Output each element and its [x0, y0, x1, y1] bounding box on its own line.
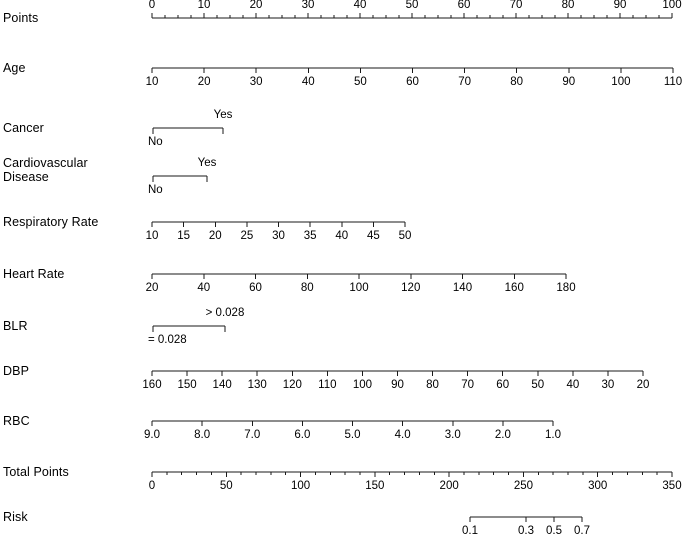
tick-label-points-1: 10 [197, 0, 211, 11]
row-label-line: Points [3, 11, 39, 25]
tick-label-risk-1: 0.3 [518, 525, 534, 537]
tick-label-dbp-14: 20 [636, 379, 650, 391]
tick-label-points-7: 70 [509, 0, 523, 11]
category-label-cancer-0: No [148, 136, 163, 148]
tick-label-dbp-8: 80 [426, 379, 439, 391]
tick-label-risk-0: 0.1 [462, 525, 478, 537]
row-label-respiratory_rate [3, 215, 98, 229]
tick-label-age-0: 10 [145, 76, 159, 88]
category-label-cancer-1: Yes [213, 109, 233, 121]
row-label-age [3, 61, 26, 75]
tick-label-rbc-6: 3.0 [444, 429, 461, 441]
tick-label-heart_rate-3: 80 [300, 282, 314, 294]
row-label-total_points [3, 465, 69, 479]
tick-label-respiratory_rate-8: 50 [398, 230, 412, 242]
category-label-blr-0: = 0.028 [148, 334, 187, 346]
tick-label-rbc-7: 2.0 [494, 429, 511, 441]
tick-label-respiratory_rate-3: 25 [240, 230, 254, 242]
tick-label-dbp-4: 120 [282, 379, 302, 391]
tick-label-age-3: 40 [301, 76, 315, 88]
tick-label-age-4: 50 [353, 76, 367, 88]
tick-label-rbc-3: 6.0 [294, 429, 311, 441]
tick-label-total_points-3: 150 [365, 480, 385, 492]
row-label-line: Respiratory Rate [3, 215, 99, 229]
row-label-line: RBC [3, 414, 30, 428]
tick-label-dbp-2: 140 [212, 379, 232, 391]
tick-label-total_points-0: 0 [148, 480, 156, 492]
tick-label-risk-2: 0.5 [546, 525, 562, 537]
tick-label-dbp-3: 130 [247, 379, 267, 391]
row-label-line: Heart Rate [3, 267, 65, 281]
row-label-line: Age [3, 61, 26, 75]
tick-label-heart_rate-7: 160 [504, 282, 524, 294]
tick-label-heart_rate-6: 140 [452, 282, 473, 294]
tick-label-total_points-5: 250 [513, 480, 534, 492]
tick-label-respiratory_rate-1: 15 [177, 230, 191, 242]
tick-label-total_points-6: 300 [588, 480, 608, 492]
tick-label-dbp-6: 100 [352, 379, 373, 391]
tick-label-age-10: 110 [663, 76, 683, 88]
tick-label-dbp-7: 90 [391, 379, 404, 391]
tick-label-rbc-2: 7.0 [244, 429, 261, 441]
tick-label-dbp-5: 110 [318, 379, 337, 391]
row-label-line: BLR [3, 319, 28, 333]
tick-label-respiratory_rate-0: 10 [145, 230, 159, 242]
tick-label-points-10: 100 [662, 0, 682, 11]
row-label-line: Cancer [3, 121, 44, 135]
tick-label-points-4: 40 [353, 0, 367, 11]
tick-label-points-0: 0 [148, 0, 156, 11]
row-label-cancer [3, 121, 44, 135]
tick-label-points-2: 20 [249, 0, 263, 11]
tick-label-rbc-8: 1.0 [545, 429, 561, 441]
tick-label-points-9: 90 [613, 0, 627, 11]
tick-label-age-5: 60 [406, 76, 419, 88]
tick-label-dbp-10: 60 [496, 379, 510, 391]
row-label-risk [3, 510, 28, 524]
tick-label-rbc-5: 4.0 [394, 429, 411, 441]
tick-label-dbp-11: 50 [531, 379, 545, 391]
tick-label-points-8: 80 [561, 0, 575, 11]
tick-label-rbc-4: 5.0 [344, 429, 361, 441]
tick-label-respiratory_rate-2: 20 [208, 230, 222, 242]
tick-label-total_points-1: 50 [219, 480, 233, 492]
row-label-rbc [3, 414, 30, 428]
tick-label-dbp-0: 160 [142, 379, 162, 391]
tick-label-respiratory_rate-6: 40 [335, 230, 349, 242]
tick-label-total_points-2: 100 [290, 480, 311, 492]
tick-label-respiratory_rate-5: 35 [303, 230, 317, 242]
tick-label-respiratory_rate-7: 45 [366, 230, 380, 242]
tick-label-age-2: 30 [249, 76, 263, 88]
tick-label-age-9: 100 [611, 76, 631, 88]
tick-label-heart_rate-8: 180 [556, 282, 576, 294]
row-label-line: Cardiovascular [3, 156, 88, 170]
row-label-line: Disease [3, 170, 49, 184]
tick-label-heart_rate-5: 120 [401, 282, 421, 294]
row-label-line: Risk [3, 510, 28, 524]
tick-label-age-1: 20 [197, 76, 211, 88]
tick-label-heart_rate-1: 40 [197, 282, 211, 294]
tick-label-rbc-0: 9.0 [144, 429, 160, 441]
row-label-cardiovascular_disease [3, 156, 88, 184]
category-label-cardiovascular_disease-0: No [148, 184, 163, 196]
tick-label-age-7: 80 [510, 76, 524, 88]
tick-label-points-6: 60 [457, 0, 471, 11]
tick-label-age-6: 70 [458, 76, 471, 88]
tick-label-dbp-13: 30 [601, 379, 615, 391]
row-label-line: DBP [3, 364, 30, 378]
row-label-line: Total Points [3, 465, 69, 479]
tick-label-heart_rate-0: 20 [145, 282, 159, 294]
tick-label-total_points-4: 200 [439, 480, 459, 492]
category-label-blr-1: > 0.028 [205, 307, 245, 319]
tick-label-dbp-12: 40 [566, 379, 580, 391]
row-label-dbp [3, 364, 29, 378]
tick-label-points-3: 30 [301, 0, 315, 11]
tick-label-rbc-1: 8.0 [194, 429, 211, 441]
category-label-cardiovascular_disease-1: Yes [197, 157, 217, 169]
tick-label-dbp-9: 70 [461, 379, 475, 391]
tick-label-heart_rate-2: 60 [249, 282, 262, 294]
tick-label-dbp-1: 150 [177, 379, 197, 391]
row-label-blr [3, 319, 28, 333]
row-label-points [3, 11, 38, 25]
tick-label-risk-3: 0.7 [574, 525, 590, 537]
tick-label-age-8: 90 [562, 76, 576, 88]
tick-label-points-5: 50 [405, 0, 419, 11]
tick-label-respiratory_rate-4: 30 [272, 230, 285, 242]
tick-label-total_points-7: 350 [662, 480, 682, 492]
row-label-heart_rate [3, 267, 64, 281]
tick-label-heart_rate-4: 100 [349, 282, 369, 294]
